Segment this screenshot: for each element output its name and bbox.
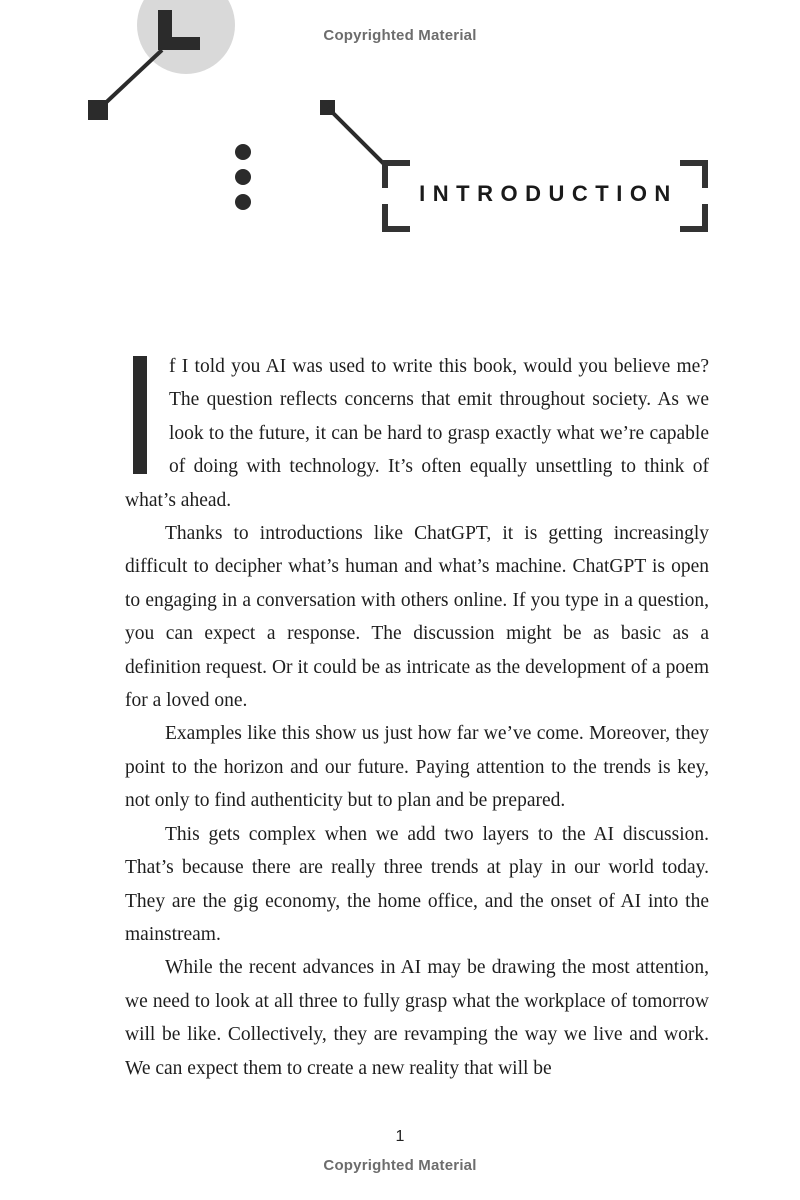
ornament-diagonal-right bbox=[328, 108, 386, 166]
page-number: 1 bbox=[395, 1128, 405, 1145]
drop-cap bbox=[133, 356, 147, 474]
ornament-square-left bbox=[88, 100, 108, 120]
ornament-dot-3 bbox=[235, 194, 251, 210]
paragraph-1-text: f I told you AI was used to write this book, would you believe me? The question reflects concerns that emit throughout society. As we look to the future, it can be hard to grasp exactly what we’re capable of doing with technology. It’s often equally unsettling to think of what’s ahead. bbox=[125, 356, 709, 511]
body-text bbox=[125, 350, 709, 1085]
paragraph-3: Examples like this show us just how far we’ve come. Moreover, they point to the horizon and our future. Paying attention to the trends is key, not only to find authenticity but to plan and be prepared. bbox=[125, 723, 709, 812]
chapter-title-frame bbox=[382, 160, 708, 232]
paragraph-1 bbox=[125, 350, 709, 517]
ornament-l-horizontal bbox=[158, 37, 200, 50]
paragraph-2: Thanks to introductions like ChatGPT, it is getting increasingly difficult to decipher what’s human and what’s machine. ChatGPT is open to engaging in a conversation with others online. If you type in a question, you can expect a response. The discussion might be as basic as a definition request. Or it could be as intricate as the development of a poem for a loved one. bbox=[125, 523, 709, 712]
frame-corner-bottom-right bbox=[680, 204, 708, 232]
frame-corner-bottom-left bbox=[382, 204, 410, 232]
chapter-title: INTRODUCTION bbox=[419, 181, 678, 206]
paragraph-5: While the recent advances in AI may be drawing the most attention, we need to look at all three to fully grasp what the workplace of tomorrow will be like. Collectively, they are revamping the way we live and work. We can expect them to create a new reality that will be bbox=[125, 957, 709, 1079]
paragraph-4: This gets complex when we add two layers to the AI discussion. That’s because there are really three trends at play in our world today. They are the gig economy, the home office, and the onset of AI into the mainstream. bbox=[125, 823, 709, 945]
ornament-dot-1 bbox=[235, 144, 251, 160]
copyright-watermark-top: Copyrighted Material bbox=[323, 27, 477, 44]
ornament-dot-2 bbox=[235, 169, 251, 185]
copyright-watermark-bottom: Copyrighted Material bbox=[323, 1157, 477, 1174]
